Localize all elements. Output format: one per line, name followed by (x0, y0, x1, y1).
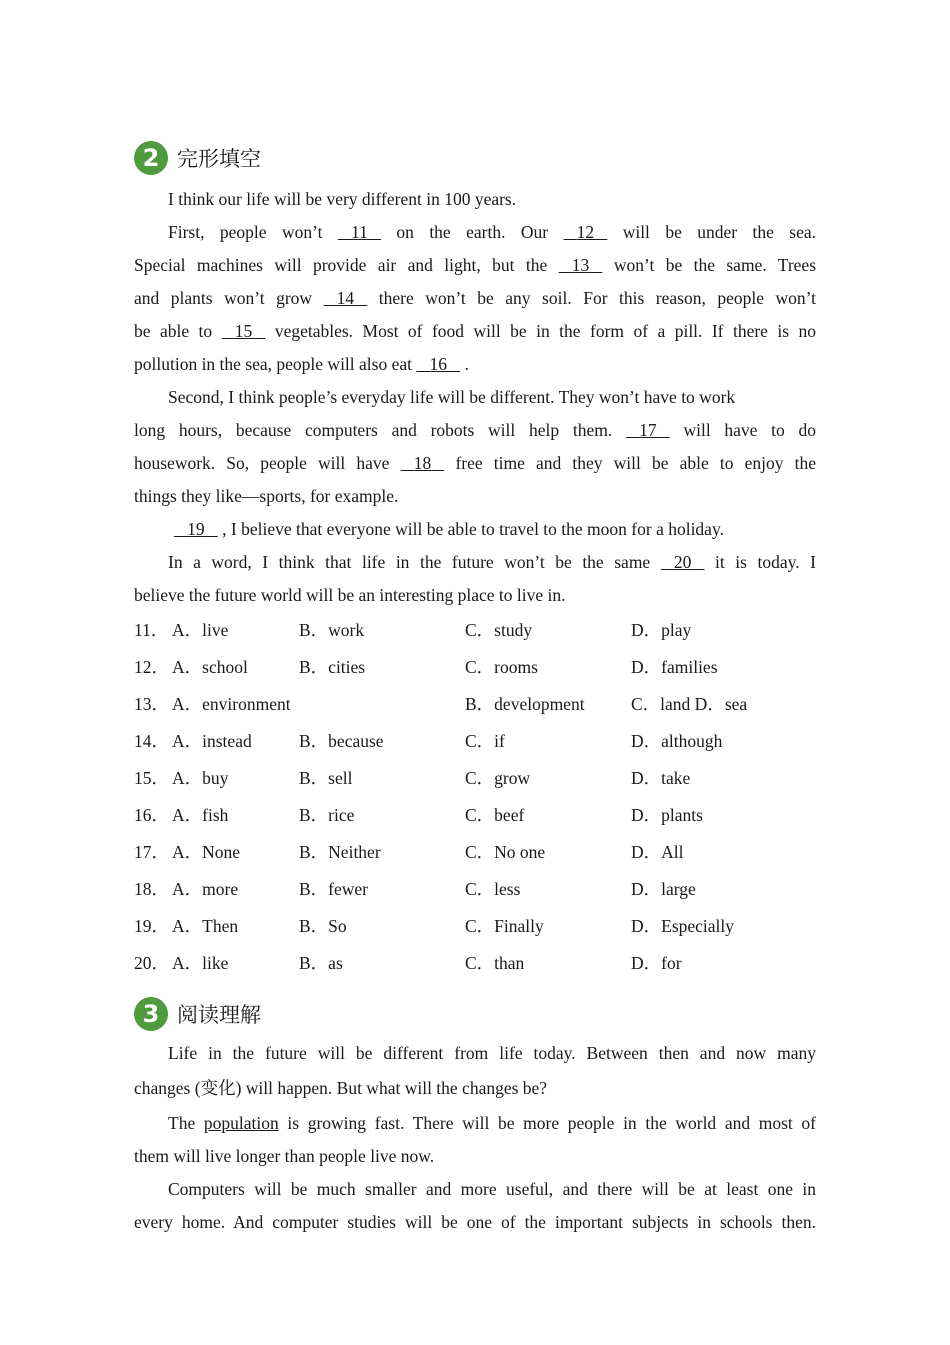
option-c[interactable]: C．if (465, 731, 505, 751)
passage-text: I think our life will be very different in 100 years. (168, 189, 517, 209)
question-options-20 (134, 945, 834, 982)
option-a[interactable]: A．buy (172, 768, 229, 788)
option-d[interactable]: D．play (631, 620, 692, 640)
option-c[interactable]: C．less (465, 879, 521, 899)
option-b[interactable]: B．So (299, 916, 347, 936)
passage-text: housework. So, people will have (134, 453, 390, 473)
option-d[interactable]: D．All (631, 842, 684, 862)
passage-text: pollution in the sea, people will also eat (134, 354, 412, 374)
option-a[interactable]: A．environment (172, 694, 291, 714)
option-a[interactable]: A．more (172, 879, 239, 899)
passage-text: long hours, because computers and robots will help them. (134, 420, 613, 440)
question-number: 16． (134, 805, 169, 825)
option-a[interactable]: A．None (172, 842, 241, 862)
passage-text: . (464, 354, 469, 374)
option-b[interactable]: B．because (299, 731, 384, 751)
passage-text: Second, I think people’s everyday life will be different. They won’t have to work (168, 387, 736, 407)
passage-text: will be under the sea. (622, 222, 817, 242)
passage-line (134, 546, 816, 579)
passage-line (134, 249, 816, 282)
option-d[interactable]: D．take (631, 768, 691, 788)
question-number: 19． (134, 916, 169, 936)
question-number: 11． (134, 620, 169, 640)
passage-line (134, 513, 816, 546)
section-3-header (134, 996, 261, 1032)
reading-line (134, 1140, 816, 1173)
passage-text: First, people won’t (168, 222, 323, 242)
option-c[interactable]: C．grow (465, 768, 531, 788)
option-a[interactable]: A．school (172, 657, 248, 677)
blank-11: 11 (351, 222, 368, 242)
question-options-13 (134, 686, 834, 723)
blank-18: 18 (413, 453, 432, 473)
passage-line (134, 348, 816, 381)
option-b[interactable]: B．cities (299, 657, 366, 677)
question-options-14 (134, 723, 834, 760)
reading-text: every home. And computer studies will be one of the important subjects in schools then. (134, 1212, 816, 1232)
option-a[interactable]: A．instead (172, 731, 252, 751)
reading-line (134, 1037, 816, 1070)
passage-line (134, 480, 816, 513)
question-number: 20． (134, 953, 169, 973)
reading-text: them will live longer than people live now. (134, 1146, 435, 1166)
blank-15: 15 (234, 321, 253, 341)
passage-text: and plants won’t grow (134, 288, 313, 308)
blank-14: 14 (336, 288, 355, 308)
option-b[interactable]: B．sell (299, 768, 353, 788)
option-c[interactable]: C．No one (465, 842, 546, 862)
reading-text: Life in the future will be different from life today. Between then and now many (168, 1043, 816, 1063)
question-number: 15． (134, 768, 169, 788)
section-3-badge: 3 (134, 997, 168, 1031)
passage-line (134, 282, 816, 315)
passage-line (134, 183, 816, 216)
option-a[interactable]: A．Then (172, 916, 239, 936)
passage-line (134, 579, 816, 612)
option-c-d[interactable]: C．land D．sea (631, 694, 748, 714)
option-d[interactable]: D．although (631, 731, 723, 751)
passage-text: on the earth. Our (396, 222, 549, 242)
passage-text: free time and they will be able to enjoy the (455, 453, 817, 473)
passage-line (134, 216, 816, 249)
passage-text: things they like—sports, for example. (134, 486, 399, 506)
option-c[interactable]: C．Finally (465, 916, 544, 936)
passage-line (134, 447, 816, 480)
blank-12: 12 (576, 222, 595, 242)
passage-line (134, 381, 816, 414)
reading-line (134, 1072, 816, 1105)
section-2-title: 完形填空 (177, 147, 261, 171)
option-b[interactable]: B．rice (299, 805, 355, 825)
question-options-18 (134, 871, 834, 908)
option-c[interactable]: C．rooms (465, 657, 538, 677)
reading-text: The (168, 1113, 196, 1133)
blank-13: 13 (571, 255, 590, 275)
passage-line (134, 315, 816, 348)
passage-text: be able to (134, 321, 213, 341)
question-options-15 (134, 760, 834, 797)
passage-text: In a word, I think that life in the future won’t be the same (168, 552, 651, 572)
section-3-title: 阅读理解 (177, 1003, 261, 1027)
reading-text: changes (变化) will happen. But what will the changes be? (134, 1078, 548, 1098)
blank-17: 17 (639, 420, 657, 440)
question-options-17 (134, 834, 834, 871)
blank-20: 20 (673, 552, 692, 572)
option-b[interactable]: B．as (299, 953, 343, 973)
option-a[interactable]: A．fish (172, 805, 229, 825)
passage-line (134, 414, 816, 447)
option-d[interactable]: D．large (631, 879, 696, 899)
passage-text: won’t be the same. Trees (613, 255, 817, 275)
section-2-header (134, 140, 261, 176)
question-options-19 (134, 908, 834, 945)
question-number: 13． (134, 694, 169, 714)
option-d[interactable]: D．families (631, 657, 718, 677)
blank-16: 16 (429, 354, 447, 374)
reading-text: is growing fast. There will be more people in the world and most of (287, 1113, 817, 1133)
question-options-12 (134, 649, 834, 686)
underlined-word: population (203, 1113, 279, 1133)
option-c[interactable]: C．study (465, 620, 533, 640)
passage-text: believe the future world will be an interesting place to live in. (134, 585, 566, 605)
question-number: 17． (134, 842, 169, 862)
option-d[interactable]: D．for (631, 953, 682, 973)
option-a[interactable]: A．live (172, 620, 229, 640)
passage-text: there won’t be any soil. For this reason, people won’t (378, 288, 817, 308)
reading-text: Computers will be much smaller and more useful, and there will be at least one in (168, 1179, 816, 1199)
question-number: 18． (134, 879, 169, 899)
section-2-badge: 2 (134, 141, 168, 175)
option-c[interactable]: C．beef (465, 805, 525, 825)
option-b[interactable]: B．fewer (299, 879, 369, 899)
option-d[interactable]: D．Especially (631, 916, 735, 936)
question-number: 12． (134, 657, 169, 677)
option-c[interactable]: C．than (465, 953, 525, 973)
question-number: 14． (134, 731, 169, 751)
reading-line (134, 1206, 816, 1239)
blank-19: 19 (187, 519, 205, 539)
passage-text: will have to do (683, 420, 817, 440)
option-a[interactable]: A．like (172, 953, 229, 973)
passage-text: , I believe that everyone will be able to travel to the moon for a holiday. (222, 519, 724, 539)
option-b[interactable]: B．Neither (299, 842, 381, 862)
option-b[interactable]: B．work (299, 620, 365, 640)
reading-line (134, 1173, 816, 1206)
option-b[interactable]: B．development (465, 694, 585, 714)
passage-text: Special machines will provide air and light, but the (134, 255, 548, 275)
option-d[interactable]: D．plants (631, 805, 703, 825)
reading-line (134, 1107, 816, 1140)
passage-text: vegetables. Most of food will be in the form of a pill. If there is no (274, 321, 817, 341)
question-options-11 (134, 612, 834, 649)
passage-text: it is today. I (715, 552, 817, 572)
question-options-16 (134, 797, 834, 834)
